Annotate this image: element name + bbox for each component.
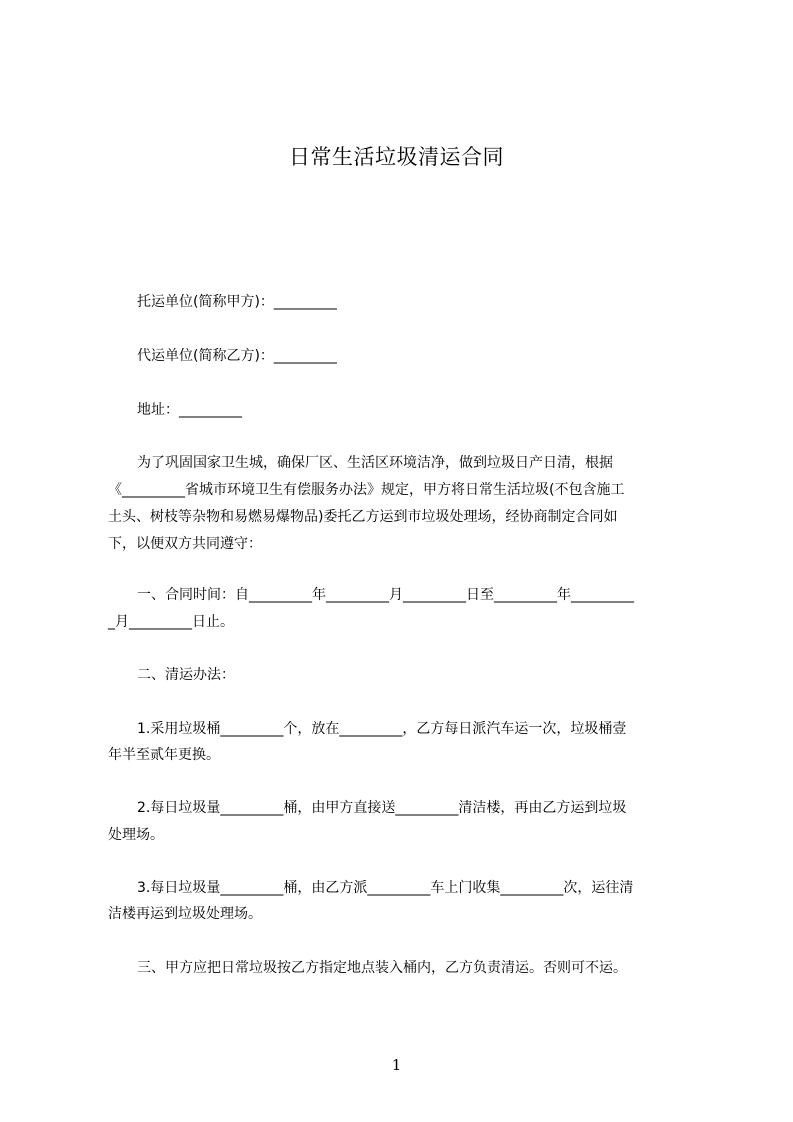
- address-line: 地址：_________: [137, 402, 242, 418]
- clause-1-line: _月_________日止。: [108, 614, 234, 630]
- clause-1-line: 一、合同时间：自_________年_________月_________日至_________年_________: [137, 587, 634, 603]
- item-line: 3.每日垃圾量_________桶，由乙方派_________车上门收集_________次，运往清: [137, 880, 634, 896]
- clause-3: 三、甲方应把日常垃圾按乙方指定地点装入桶内，乙方负责清运。否则可不运。: [137, 960, 627, 976]
- item-line: 处理场。: [108, 827, 164, 843]
- item-line: 1.采用垃圾桶_________个，放在_________，乙方每日派汽车运一次，垃圾桶壹: [137, 721, 627, 737]
- item-line: 2.每日垃圾量_________桶，由甲方直接送_________清洁楼，再由乙方运到垃圾: [137, 800, 627, 816]
- party-b-line: 代运单位(简称乙方)：_________: [137, 348, 337, 364]
- preamble-line: 土头、树枝等杂物和易燃易爆物品)委托乙方运到市垃圾处理场，经协商制定合同如: [108, 509, 618, 525]
- preamble-line: 《_________省城市环境卫生有偿服务办法》规定，甲方将日常生活垃圾(不包含施工: [108, 482, 625, 498]
- preamble-line: 为了巩固国家卫生城，确保厂区、生活区环境洁净，做到垃圾日产日清，根据: [137, 455, 613, 471]
- page-number: 1: [391, 1056, 402, 1074]
- preamble-line: 下，以便双方共同遵守：: [108, 536, 262, 552]
- document-title: 日常生活垃圾清运合同: [289, 145, 504, 169]
- party-a-line: 托运单位(简称甲方)：_________: [137, 294, 337, 310]
- clause-2-heading: 二、清运办法：: [137, 667, 235, 683]
- item-line: 洁楼再运到垃圾处理场。: [108, 906, 262, 922]
- item-line: 年半至贰年更换。: [108, 747, 220, 763]
